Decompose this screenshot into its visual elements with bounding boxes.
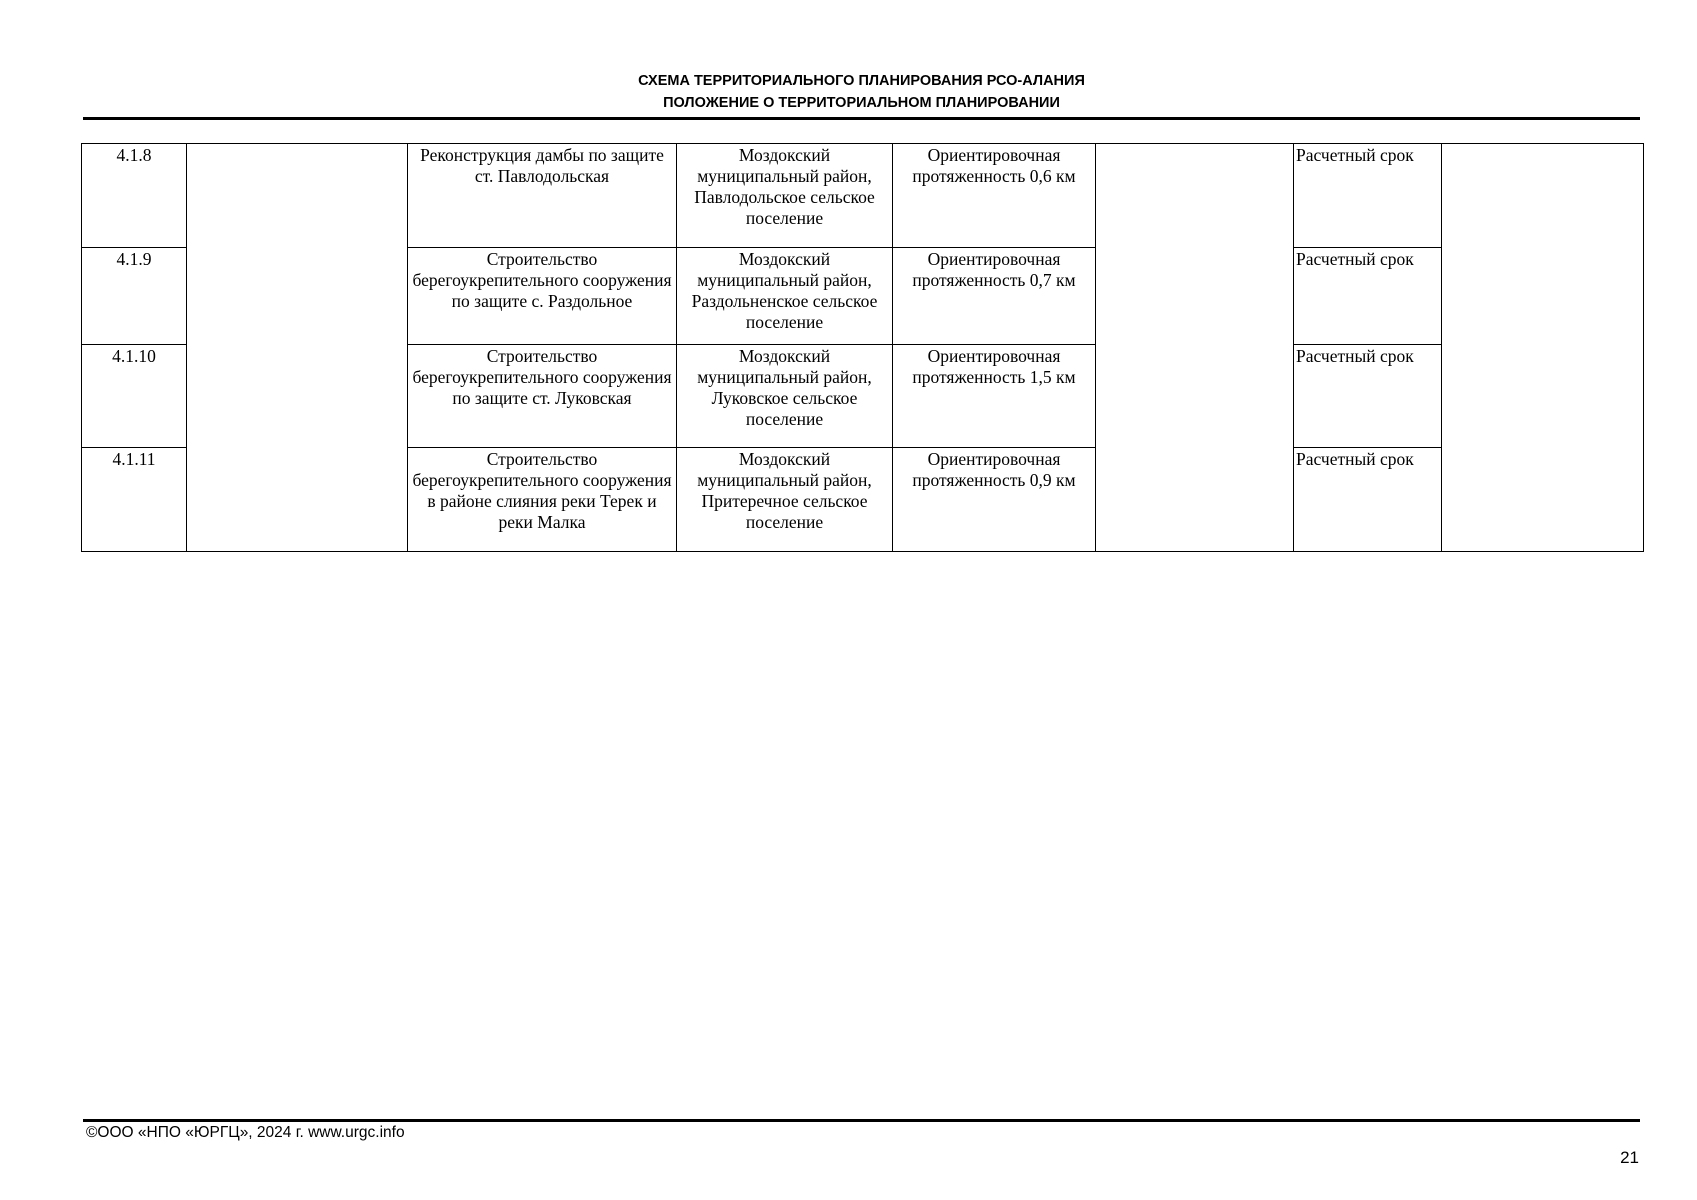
object-name: Строительство берегоукрепительного сооружения по защите ст. Луковская [408,345,677,448]
header-divider [83,117,1640,120]
object-location: Моздокский муниципальный район, Притеречное сельское поселение [677,448,893,552]
page-number: 21 [1620,1148,1639,1167]
empty-merged-cell [1442,144,1644,552]
object-name: Строительство берегоукрепительного сооружения по защите с. Раздольное [408,248,677,345]
empty-merged-cell [187,144,408,552]
document-header [83,70,1640,114]
header-subtitle: ПОЛОЖЕНИЕ О ТЕРРИТОРИАЛЬНОМ ПЛАНИРОВАНИИ [663,95,1060,111]
footer-copyright: ©ООО «НПО «ЮРГЦ», 2024 г. www.urgc.info [86,1124,405,1141]
row-number: 4.1.11 [82,448,187,552]
empty-merged-cell [1096,144,1294,552]
header-title: СХЕМА ТЕРРИТОРИАЛЬНОГО ПЛАНИРОВАНИЯ РСО-АЛАНИЯ [638,73,1085,89]
table-row [82,144,1644,248]
object-location: Моздокский муниципальный район, Раздольненское сельское поселение [677,248,893,345]
object-characteristic: Ориентировочная протяженность 0,6 км [893,144,1096,248]
object-name: Строительство берегоукрепительного сооружения в районе слияния реки Терек и реки Малка [408,448,677,552]
implementation-term: Расчетный срок [1294,248,1442,345]
row-number: 4.1.10 [82,345,187,448]
projects-table [81,143,1644,552]
row-number: 4.1.8 [82,144,187,248]
row-number: 4.1.9 [82,248,187,345]
implementation-term: Расчетный срок [1294,144,1442,248]
object-characteristic: Ориентировочная протяженность 0,7 км [893,248,1096,345]
object-characteristic: Ориентировочная протяженность 1,5 км [893,345,1096,448]
object-characteristic: Ориентировочная протяженность 0,9 км [893,448,1096,552]
footer-divider [83,1119,1640,1122]
implementation-term: Расчетный срок [1294,345,1442,448]
object-location: Моздокский муниципальный район, Луковское сельское поселение [677,345,893,448]
object-name: Реконструкция дамбы по защите ст. Павлодольская [408,144,677,248]
implementation-term: Расчетный срок [1294,448,1442,552]
object-location: Моздокский муниципальный район, Павлодольское сельское поселение [677,144,893,248]
